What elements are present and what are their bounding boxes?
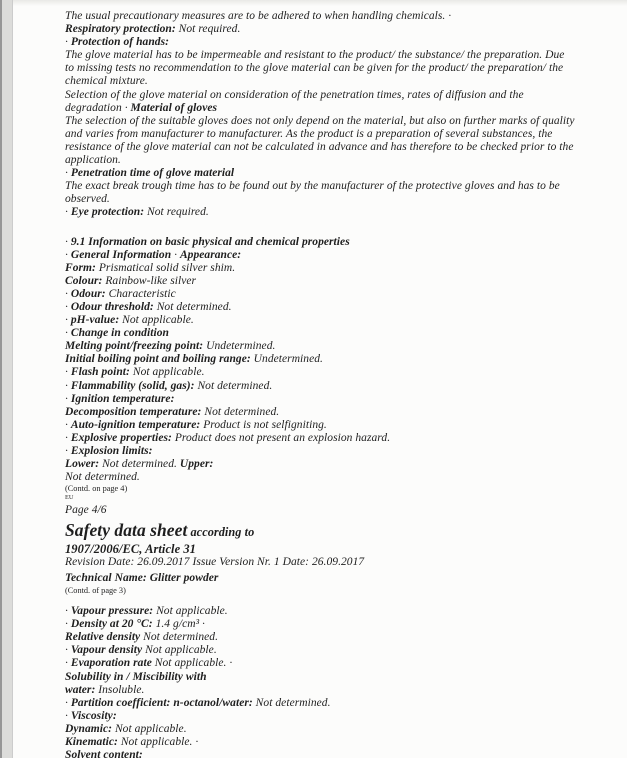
value-text: Selection of the glove material on consideration of the penetration times, rates of diffusion and the <box>65 88 524 101</box>
doc-line <box>65 631 613 644</box>
scan-top-shadow <box>13 0 627 6</box>
value-text: Not applicable. <box>112 722 187 735</box>
value-text: Product is not selfigniting. <box>200 418 327 431</box>
value-text: (Contd. on page 4) <box>65 484 128 494</box>
revision-line <box>65 556 613 569</box>
label-text: Relative density <box>65 631 141 644</box>
contd-of-page-note <box>65 586 613 596</box>
doc-line <box>65 236 613 249</box>
doc-line <box>65 102 613 115</box>
doc-line <box>65 327 613 340</box>
label-text: Viscosity: <box>70 709 117 722</box>
doc-line <box>65 445 613 458</box>
doc-line <box>65 657 613 670</box>
label-text: Explosive properties: <box>70 431 172 444</box>
label-text: Flammability (solid, gas): <box>70 379 195 392</box>
doc-line <box>65 684 613 697</box>
doc-line <box>65 736 613 749</box>
page-number <box>65 504 613 517</box>
label-text: Protection of hands: <box>70 36 169 49</box>
value-text: · <box>65 644 71 657</box>
value-text: The glove material has to be impermeable and resistant to the product/ the substance/ the preparation. Due <box>65 49 565 62</box>
doc-line <box>65 62 613 75</box>
value-text: Not determined. <box>252 696 331 709</box>
value-text: · <box>65 431 71 444</box>
value-text: Revision Date: 26.09.2017 Issue Version Nr. 1 Date: 26.09.2017 <box>65 556 365 569</box>
value-text: · <box>65 287 71 300</box>
value-text: · <box>65 605 71 618</box>
doc-line <box>65 301 613 314</box>
label-text: Dynamic: <box>65 722 113 735</box>
value-text: Characteristic <box>105 287 176 300</box>
label-text: Lower: <box>65 458 100 471</box>
value-text: · <box>65 206 71 219</box>
doc-line <box>65 180 613 193</box>
value-text: · <box>65 300 71 313</box>
label-text: Solubility in / Miscibility with <box>65 670 207 683</box>
value-text: Not required. <box>175 23 241 36</box>
doc-line <box>65 115 613 128</box>
doc-line <box>65 206 613 219</box>
doc-line <box>65 749 613 758</box>
doc-line <box>65 406 613 419</box>
value-text: Prismatical solid silver shim. <box>95 261 236 274</box>
value-text: · <box>65 618 71 631</box>
label-text: Technical Name: Glitter powder <box>65 572 219 585</box>
doc-line <box>65 723 613 736</box>
label-text: Appearance: <box>179 248 242 261</box>
label-text: Solvent content: <box>65 749 143 758</box>
value-text: EU <box>65 493 74 501</box>
value-text: resistance of the glove material can not be calculated in advance and has therefore to be checked prior to the <box>65 140 574 153</box>
label-text: Auto-ignition temperature: <box>70 418 201 431</box>
doc-line <box>65 249 613 262</box>
doc-line <box>65 141 613 154</box>
value-text: degradation · <box>65 101 131 114</box>
value-text: · <box>65 379 71 392</box>
label-text: Upper: <box>179 458 214 471</box>
label-text: Evaporation rate <box>70 657 152 670</box>
scan-edge-light-strip <box>2 0 13 758</box>
value-text: Rainbow-like silver <box>102 274 197 287</box>
doc-line <box>65 275 613 288</box>
value-text: · <box>65 327 71 340</box>
doc-line <box>65 471 613 484</box>
value-text: Safety data sheet <box>65 520 188 541</box>
doc-line <box>65 262 613 275</box>
label-text: Ignition temperature: <box>70 392 175 405</box>
label-text: 9.1 Information on basic physical and chemical properties <box>70 235 350 248</box>
technical-name <box>65 572 613 585</box>
value-text: · <box>65 248 71 261</box>
label-text: General Information <box>70 248 172 261</box>
doc-line <box>65 644 613 657</box>
doc-line <box>65 671 613 684</box>
label-text: Eye protection: <box>70 206 145 219</box>
value-text: Not determined. <box>201 405 280 418</box>
value-text: Not applicable. <box>153 605 228 618</box>
doc-line <box>65 458 613 471</box>
value-text: · <box>65 167 71 180</box>
value-text: Product does not present an explosion hazard. <box>171 431 391 444</box>
doc-line <box>65 154 613 167</box>
region-code <box>65 494 613 502</box>
value-text: · <box>65 709 71 722</box>
label-text: Flash point: <box>70 366 130 379</box>
label-text: Density at 20 °C: <box>70 618 153 631</box>
label-text: Partition coefficient: n-octanol/water: <box>70 696 253 709</box>
value-text: and varies from manufacturer to manufacturer. As the product is a preparation of several substances, the <box>65 127 553 140</box>
doc-line <box>65 128 613 141</box>
value-text: Not determined. <box>65 471 140 484</box>
label-text: Decomposition temperature: <box>65 405 202 418</box>
value-text: Undetermined. <box>203 340 276 353</box>
value-text: application. <box>65 154 121 167</box>
value-text: · <box>171 248 180 261</box>
doc-line <box>65 288 613 301</box>
value-text: · <box>65 235 71 248</box>
doc-line <box>65 167 613 180</box>
doc-line <box>65 393 613 406</box>
value-text: The usual precautionary measures are to be adhered to when handling chemicals. · <box>65 10 452 22</box>
value-text: Not applicable. <box>129 366 205 379</box>
value-text: 1.4 g/cm³ · <box>152 618 205 631</box>
value-text: · <box>65 314 71 327</box>
value-text: to missing tests no recommendation to the glove material can be given for the product/ the preparation/ the <box>65 62 564 75</box>
contd-on-page-note <box>65 484 613 494</box>
value-text: Not applicable. <box>142 644 217 657</box>
label-text: Odour threshold: <box>70 300 154 313</box>
value-text: Undetermined. <box>250 353 323 366</box>
label-text: Material of gloves <box>130 101 218 114</box>
doc-line <box>65 314 613 327</box>
doc-line <box>65 36 613 49</box>
regulation-reference <box>65 542 613 557</box>
doc-line <box>65 353 613 366</box>
value-text: · <box>65 366 71 379</box>
label-text: Vapour density <box>70 644 143 657</box>
value-text: · <box>65 36 71 49</box>
value-text: according to <box>187 525 255 540</box>
value-text: (Contd. of page 3) <box>65 585 126 595</box>
doc-line <box>65 75 613 88</box>
value-text: Not applicable. · <box>117 736 199 748</box>
value-text: Not determined. <box>194 379 273 392</box>
value-text: · <box>65 657 71 670</box>
doc-line <box>65 49 613 62</box>
section-sheet-header-page4 <box>65 521 613 595</box>
label-text: Melting point/freezing point: <box>65 340 204 353</box>
value-text: · <box>65 696 71 709</box>
value-text: Not applicable. <box>119 314 194 327</box>
label-text: Vapour pressure: <box>70 605 154 618</box>
label-text: Explosion limits: <box>70 445 153 457</box>
section-protective-measures <box>65 10 613 220</box>
value-text: · <box>65 392 71 405</box>
value-text: Not determined. <box>153 300 232 313</box>
value-text: Not determined. <box>140 631 218 644</box>
section-properties-continued <box>65 605 613 758</box>
doc-line <box>65 618 613 631</box>
doc-line <box>65 419 613 432</box>
section-page-footer <box>65 484 613 517</box>
doc-line <box>65 710 613 723</box>
doc-line <box>65 23 613 36</box>
value-text: The exact break trough time has to be found out by the manufacturer of the protective gloves and has to be <box>65 180 560 193</box>
label-text: pH-value: <box>70 314 120 327</box>
value-text: Insoluble. <box>95 683 145 696</box>
value-text: Page 4/6 <box>65 504 107 517</box>
value-text: 1907/2006/EC, Article 31 <box>65 541 196 556</box>
value-text: observed. <box>65 193 110 206</box>
value-text: Not determined. <box>99 458 180 471</box>
label-text: Respiratory protection: <box>65 23 176 36</box>
label-text: water: <box>65 683 96 696</box>
doc-line <box>65 432 613 445</box>
label-text: Penetration time of glove material <box>70 167 235 180</box>
doc-line <box>65 605 613 618</box>
document-page-content <box>65 10 613 758</box>
label-text: Initial boiling point and boiling range: <box>65 353 251 366</box>
label-text: Colour: <box>65 274 103 287</box>
value-text: The selection of the suitable gloves does not only depend on the material, but also on further marks of quality <box>65 114 575 127</box>
doc-line <box>65 10 613 23</box>
doc-line <box>65 193 613 206</box>
doc-line <box>65 366 613 379</box>
label-text: Kinematic: <box>65 736 118 748</box>
label-text: Change in condition <box>70 327 169 340</box>
doc-line <box>65 89 613 102</box>
label-text: Form: <box>65 261 96 274</box>
sheet-title <box>65 521 613 542</box>
value-text: chemical mixture. <box>65 75 148 88</box>
label-text: Odour: <box>70 287 106 300</box>
doc-line <box>65 380 613 393</box>
section-physical-chemical-properties <box>65 236 613 485</box>
doc-line <box>65 340 613 353</box>
doc-line <box>65 697 613 710</box>
value-text: · <box>65 418 71 431</box>
value-text: Not required. <box>144 206 209 219</box>
value-text: · <box>65 445 71 457</box>
value-text: Not applicable. · <box>151 657 233 670</box>
